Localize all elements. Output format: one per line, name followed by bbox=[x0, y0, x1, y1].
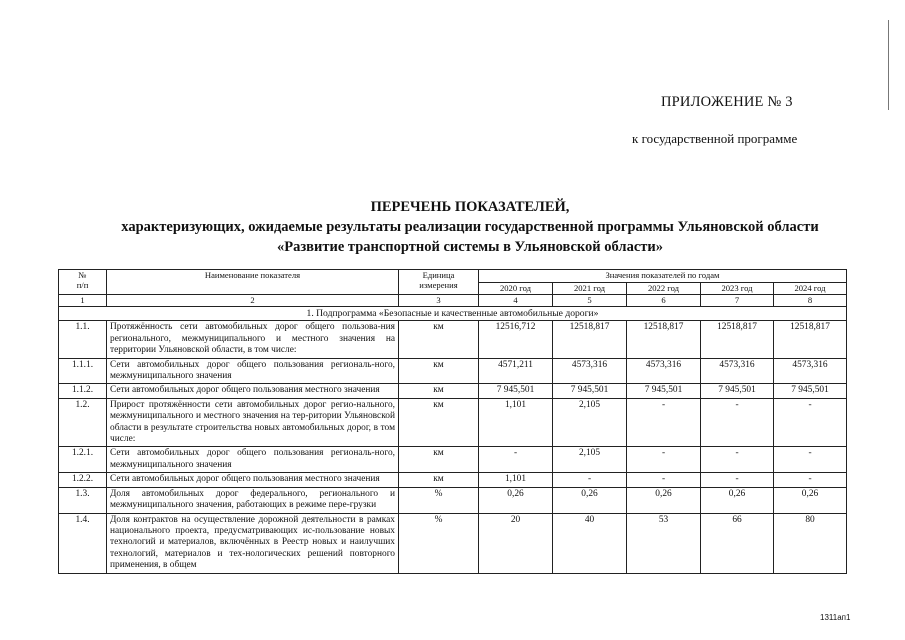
row-value: 0,26 bbox=[627, 487, 701, 513]
footer-code: 1311ап1 bbox=[820, 613, 851, 622]
row-value: 1,101 bbox=[479, 473, 553, 487]
row-value: 0,26 bbox=[774, 487, 847, 513]
column-number-row bbox=[59, 295, 847, 307]
header-row-1 bbox=[59, 270, 847, 283]
program-reference: к государственной программе bbox=[632, 131, 798, 146]
title-line-3: «Развитие транспортной системы в Ульяновской области» bbox=[277, 239, 663, 255]
row-value: 4573,316 bbox=[627, 358, 701, 384]
row-value: 7 945,501 bbox=[774, 384, 847, 398]
row-value: 12518,817 bbox=[627, 321, 701, 358]
table-row bbox=[59, 513, 847, 573]
row-value: 2,105 bbox=[553, 447, 627, 473]
row-value: 12518,817 bbox=[701, 321, 774, 358]
column-number: 7 bbox=[701, 295, 774, 307]
header-values: Значения показателей по годам bbox=[479, 270, 847, 283]
row-value: 12516,712 bbox=[479, 321, 553, 358]
table-row bbox=[59, 358, 847, 384]
row-number: 1.2.1. bbox=[59, 447, 107, 473]
row-unit: % bbox=[399, 513, 479, 573]
row-unit: км bbox=[399, 398, 479, 447]
row-value: 0,26 bbox=[701, 487, 774, 513]
column-number: 8 bbox=[774, 295, 847, 307]
title-line-1: ПЕРЕЧЕНЬ ПОКАЗАТЕЛЕЙ, bbox=[370, 199, 570, 215]
row-number: 1.1.2. bbox=[59, 384, 107, 398]
table-row bbox=[59, 487, 847, 513]
row-unit: км bbox=[399, 384, 479, 398]
row-value: - bbox=[774, 473, 847, 487]
row-indicator-name: Сети автомобильных дорог общего пользования региональ-ного, межмуниципального значения bbox=[107, 358, 399, 384]
column-number: 5 bbox=[553, 295, 627, 307]
header-year: 2022 год bbox=[627, 282, 701, 295]
row-value: 4573,316 bbox=[553, 358, 627, 384]
row-value: - bbox=[701, 447, 774, 473]
table-row bbox=[59, 398, 847, 447]
row-value: - bbox=[701, 398, 774, 447]
header-name: Наименование показателя bbox=[107, 270, 399, 295]
row-value: 20 bbox=[479, 513, 553, 573]
header-unit: Единица измерения bbox=[399, 270, 479, 295]
row-indicator-name: Протяжённость сети автомобильных дорог общего пользова-ния регионального, межмуниципального и местного значения на территории Ульяновской области, в том числе: bbox=[107, 321, 399, 358]
indicators-table bbox=[58, 269, 847, 574]
row-unit: км bbox=[399, 473, 479, 487]
column-number: 6 bbox=[627, 295, 701, 307]
row-value: 1,101 bbox=[479, 398, 553, 447]
row-number: 1.1.1. bbox=[59, 358, 107, 384]
header-year: 2020 год bbox=[479, 282, 553, 295]
row-number: 1.4. bbox=[59, 513, 107, 573]
row-unit: км bbox=[399, 447, 479, 473]
table-body bbox=[59, 307, 847, 574]
header-year: 2023 год bbox=[701, 282, 774, 295]
row-unit: км bbox=[399, 358, 479, 384]
row-number: 1.3. bbox=[59, 487, 107, 513]
column-number: 4 bbox=[479, 295, 553, 307]
column-number: 1 bbox=[59, 295, 107, 307]
row-value: 4571,211 bbox=[479, 358, 553, 384]
row-indicator-name: Доля автомобильных дорог федерального, регионального и межмуниципального значения, работающих в режиме пере-грузки bbox=[107, 487, 399, 513]
header-year: 2024 год bbox=[774, 282, 847, 295]
row-indicator-name: Сети автомобильных дорог общего пользования местного значения bbox=[107, 473, 399, 487]
row-value: - bbox=[627, 473, 701, 487]
row-unit: % bbox=[399, 487, 479, 513]
row-value: 12518,817 bbox=[553, 321, 627, 358]
row-number: 1.2.2. bbox=[59, 473, 107, 487]
row-value: 40 bbox=[553, 513, 627, 573]
row-value: 0,26 bbox=[553, 487, 627, 513]
section-title: 1. Подпрограмма «Безопасные и качественные автомобильные дороги» bbox=[59, 307, 847, 321]
row-value: 7 945,501 bbox=[553, 384, 627, 398]
row-indicator-name: Доля контрактов на осуществление дорожной деятельности в рамках национального проекта, предусматривающих ис-пользование новых технологий и материалов, включённых в Реестр новых и наилучших технологий, материалов и тех-нологических решений повторного применения, в общем bbox=[107, 513, 399, 573]
row-number: 1.1. bbox=[59, 321, 107, 358]
row-indicator-name: Прирост протяжённости сети автомобильных дорог регио-нального, межмуниципального и местного значения на тер-ритории Ульяновской области в результате строительства новых автомобильных дорог, в том числе: bbox=[107, 398, 399, 447]
row-unit: км bbox=[399, 321, 479, 358]
row-value: 2,105 bbox=[553, 398, 627, 447]
row-value: - bbox=[774, 447, 847, 473]
column-number: 3 bbox=[399, 295, 479, 307]
header-year: 2021 год bbox=[553, 282, 627, 295]
row-value: 80 bbox=[774, 513, 847, 573]
table-row bbox=[59, 473, 847, 487]
section-row bbox=[59, 307, 847, 321]
header-no: № п/п bbox=[59, 270, 107, 295]
row-value: - bbox=[627, 398, 701, 447]
row-indicator-name: Сети автомобильных дорог общего пользования региональ-ного, межмуниципального значения bbox=[107, 447, 399, 473]
row-value: 12518,817 bbox=[774, 321, 847, 358]
row-value: - bbox=[627, 447, 701, 473]
row-value: 4573,316 bbox=[701, 358, 774, 384]
row-value: 0,26 bbox=[479, 487, 553, 513]
row-value: 7 945,501 bbox=[627, 384, 701, 398]
row-value: - bbox=[553, 473, 627, 487]
table-row bbox=[59, 384, 847, 398]
row-value: 7 945,501 bbox=[479, 384, 553, 398]
row-value: 7 945,501 bbox=[701, 384, 774, 398]
row-value: 53 bbox=[627, 513, 701, 573]
row-number: 1.2. bbox=[59, 398, 107, 447]
column-number: 2 bbox=[107, 295, 399, 307]
row-value: 4573,316 bbox=[774, 358, 847, 384]
row-indicator-name: Сети автомобильных дорог общего пользования местного значения bbox=[107, 384, 399, 398]
table-row bbox=[59, 447, 847, 473]
table-row bbox=[59, 321, 847, 358]
row-value: - bbox=[701, 473, 774, 487]
row-value: - bbox=[774, 398, 847, 447]
appendix-label: ПРИЛОЖЕНИЕ № 3 bbox=[661, 94, 793, 110]
row-value: - bbox=[479, 447, 553, 473]
title-line-2: характеризующих, ожидаемые результаты реализации государственной программы Ульяновской области bbox=[121, 219, 819, 235]
row-value: 66 bbox=[701, 513, 774, 573]
